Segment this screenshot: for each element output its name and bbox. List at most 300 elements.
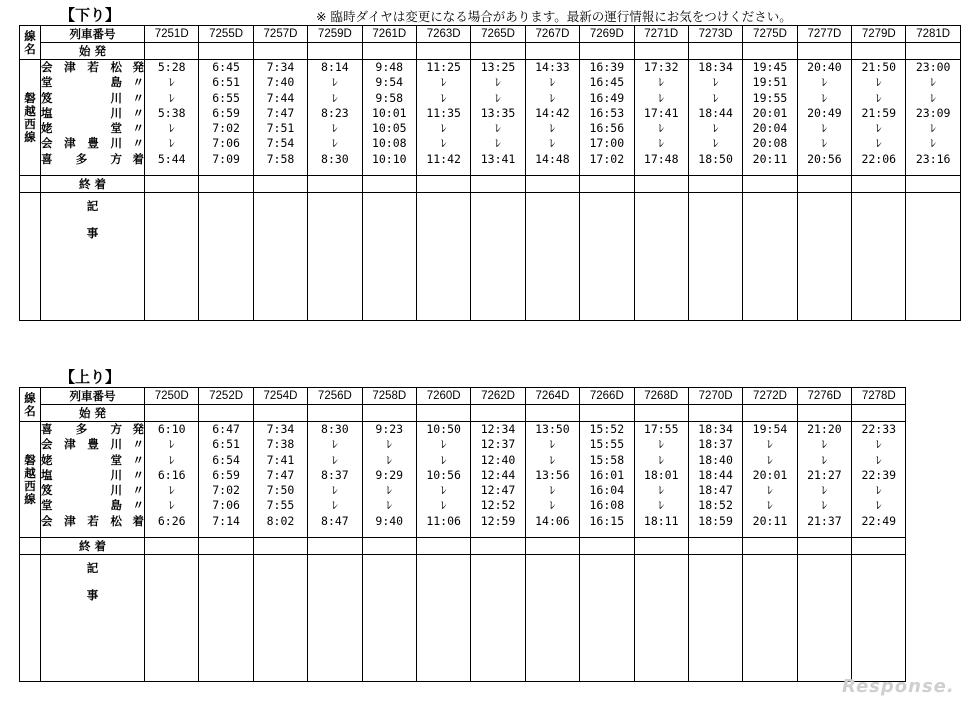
origin-cell	[797, 405, 851, 422]
time-value: ﾚ	[549, 437, 556, 452]
time-value: 20:49	[807, 105, 842, 120]
time-value: ﾚ	[549, 121, 556, 136]
time-value: ﾚ	[658, 452, 665, 467]
remarks-cell	[416, 555, 470, 682]
remarks-cell	[253, 555, 307, 682]
remarks-label: 記 事	[41, 555, 145, 682]
terminus-cell	[362, 176, 416, 193]
time-value: ﾚ	[168, 452, 175, 467]
terminus-cell	[525, 176, 579, 193]
station-name: 塩 川	[41, 467, 122, 482]
origin-cell	[852, 43, 906, 60]
terminus-cell	[253, 538, 307, 555]
time-value: ﾚ	[821, 121, 828, 136]
terminus-cell	[580, 176, 634, 193]
station-suffix: 発	[132, 422, 144, 436]
time-value: ﾚ	[168, 75, 175, 90]
station-suffix: 〃	[132, 483, 144, 498]
time-value: ﾚ	[331, 75, 338, 90]
time-value: ﾚ	[821, 452, 828, 467]
time-value: ﾚ	[658, 136, 665, 151]
time-value: 10:56	[426, 467, 461, 482]
time-value: 6:26	[157, 513, 186, 528]
terminus-cell	[906, 176, 960, 193]
time-value: 12:52	[480, 498, 516, 513]
time-value: 6:16	[157, 467, 186, 482]
time-value: 18:44	[698, 105, 733, 120]
train-number-header: 列車番号	[41, 26, 145, 43]
time-value: 20:40	[807, 60, 842, 74]
time-value: ﾚ	[549, 498, 556, 513]
train-number: 7272D	[743, 388, 797, 405]
train-number: 7256D	[308, 388, 362, 405]
up-timetable	[19, 387, 906, 682]
time-value: ﾚ	[440, 121, 447, 136]
remarks-cell	[199, 555, 253, 682]
remarks-cell	[308, 555, 362, 682]
train-number: 7266D	[580, 388, 634, 405]
train-times	[253, 60, 307, 176]
time-value: ﾚ	[331, 452, 338, 467]
remarks-cell	[525, 193, 579, 321]
time-value: 7:14	[212, 513, 240, 528]
station-row	[41, 468, 144, 483]
train-number: 7271D	[634, 26, 688, 43]
time-value: ﾚ	[331, 121, 338, 136]
remarks-cell	[906, 193, 960, 321]
down-section-title: 【下り】	[60, 6, 121, 24]
remarks-cell	[416, 193, 470, 321]
time-value: ﾚ	[821, 437, 828, 452]
origin-cell	[525, 405, 579, 422]
remarks-cell	[852, 193, 906, 321]
remarks-cell	[743, 555, 797, 682]
train-times	[145, 60, 199, 176]
time-value: 9:54	[375, 75, 404, 90]
station-name: 姥 堂	[41, 452, 122, 467]
station-suffix: 〃	[132, 105, 144, 120]
time-value: 19:54	[752, 422, 788, 436]
time-value: ﾚ	[331, 498, 338, 513]
terminus-cell	[308, 176, 362, 193]
remarks-cell	[362, 555, 416, 682]
terminus-cell	[525, 538, 579, 555]
station-list	[41, 422, 145, 538]
origin-cell	[797, 43, 851, 60]
time-value: 18:40	[698, 452, 733, 467]
origin-cell	[688, 405, 742, 422]
station-name: 会 津 若 松	[41, 513, 122, 528]
remarks-cell	[688, 555, 742, 682]
train-times	[852, 60, 906, 176]
time-value: 15:58	[589, 452, 625, 467]
time-value: 17:32	[643, 60, 679, 74]
time-value: 7:41	[266, 452, 295, 467]
station-suffix: 〃	[132, 136, 144, 151]
origin-cell	[634, 43, 688, 60]
train-number: 7267D	[525, 26, 579, 43]
train-times	[525, 422, 579, 538]
terminus-cell	[852, 538, 906, 555]
origin-cell	[634, 405, 688, 422]
time-value: ﾚ	[875, 90, 882, 105]
time-value: 21:50	[861, 60, 897, 74]
time-value: ﾚ	[440, 437, 447, 452]
time-value: 16:56	[589, 121, 625, 136]
time-value: 23:09	[915, 105, 951, 120]
remarks-cell	[743, 193, 797, 321]
train-times	[145, 422, 199, 538]
time-value: ﾚ	[930, 90, 937, 105]
train-number: 7268D	[634, 388, 688, 405]
time-value: 13:50	[535, 422, 570, 436]
time-value: 19:51	[752, 75, 788, 90]
time-value: ﾚ	[821, 90, 828, 105]
time-value: ﾚ	[440, 452, 447, 467]
time-value: ﾚ	[168, 437, 175, 452]
remarks-cell	[797, 555, 851, 682]
time-value: 21:59	[861, 105, 897, 120]
train-number: 7262D	[471, 388, 525, 405]
time-value: ﾚ	[168, 90, 175, 105]
train-times	[743, 422, 797, 538]
remarks-cell	[525, 555, 579, 682]
time-value: ﾚ	[440, 136, 447, 151]
station-row	[41, 121, 144, 136]
train-number: 7277D	[797, 26, 851, 43]
time-value: 18:47	[698, 483, 733, 498]
time-value: 19:45	[752, 60, 788, 74]
time-value: ﾚ	[712, 75, 719, 90]
station-list	[41, 60, 145, 176]
time-value: 9:23	[375, 422, 404, 436]
time-value: ﾚ	[658, 498, 665, 513]
train-times	[743, 60, 797, 176]
time-value: 8:47	[321, 513, 349, 528]
time-value: ﾚ	[712, 121, 719, 136]
station-row	[41, 152, 144, 167]
origin-cell	[580, 405, 634, 422]
time-value: 9:58	[375, 90, 404, 105]
time-value: 8:23	[321, 105, 349, 120]
time-value: 18:34	[698, 60, 733, 74]
time-value: 12:34	[480, 422, 516, 436]
time-value: 16:15	[589, 513, 625, 528]
origin-cell	[308, 405, 362, 422]
time-value: 19:55	[752, 90, 788, 105]
train-number: 7251D	[145, 26, 199, 43]
time-value: 12:44	[480, 467, 516, 482]
time-value: 7:34	[266, 60, 295, 74]
time-value: ﾚ	[821, 483, 828, 498]
train-times	[471, 422, 525, 538]
time-value: ﾚ	[875, 498, 882, 513]
time-value: 21:37	[807, 513, 842, 528]
time-value: ﾚ	[168, 498, 175, 513]
remarks-cell	[471, 555, 525, 682]
time-value: 6:47	[212, 422, 240, 436]
terminus-cell	[199, 176, 253, 193]
time-value: ﾚ	[331, 136, 338, 151]
time-value: ﾚ	[712, 90, 719, 105]
time-value: 11:25	[426, 60, 461, 74]
station-suffix: 発	[132, 60, 144, 74]
station-suffix: 〃	[132, 90, 144, 105]
time-value: 12:47	[480, 483, 516, 498]
time-value: 7:47	[266, 467, 295, 482]
time-value: 18:34	[698, 422, 733, 436]
time-value: 16:53	[589, 105, 625, 120]
remarks-cell	[852, 555, 906, 682]
train-number: 7263D	[416, 26, 470, 43]
terminus-cell	[145, 538, 199, 555]
time-value: 7:40	[266, 75, 295, 90]
train-times	[308, 60, 362, 176]
train-number: 7273D	[688, 26, 742, 43]
time-value: ﾚ	[168, 121, 175, 136]
time-value: 7:34	[266, 422, 295, 436]
time-value: 6:10	[157, 422, 186, 436]
remarks-cell	[580, 555, 634, 682]
terminus-cell	[308, 538, 362, 555]
time-value: 23:00	[915, 60, 951, 74]
time-value: 7:02	[212, 483, 240, 498]
time-value: 17:48	[643, 151, 679, 166]
time-value: ﾚ	[821, 136, 828, 151]
time-value: 9:29	[375, 467, 404, 482]
line-header: 線 名	[20, 26, 41, 60]
train-times	[253, 422, 307, 538]
time-value: 7:44	[266, 90, 295, 105]
time-value: ﾚ	[767, 452, 773, 467]
terminus-cell	[852, 176, 906, 193]
train-times	[199, 422, 253, 538]
time-value: 17:00	[589, 136, 625, 151]
origin-cell	[362, 405, 416, 422]
time-value: 13:35	[480, 105, 516, 120]
time-value: 7:58	[266, 151, 295, 166]
time-value: 12:37	[480, 437, 516, 452]
time-value: 20:11	[752, 513, 788, 528]
time-value: 20:08	[752, 136, 788, 151]
time-value: ﾚ	[875, 452, 882, 467]
remarks-cell	[253, 193, 307, 321]
time-value: 13:25	[480, 60, 516, 74]
train-number: 7275D	[743, 26, 797, 43]
time-value: 11:06	[426, 513, 461, 528]
time-value: 10:01	[371, 105, 407, 120]
time-value: ﾚ	[658, 90, 665, 105]
remarks-cell	[580, 193, 634, 321]
time-value: ﾚ	[930, 136, 937, 151]
train-number: 7276D	[797, 388, 851, 405]
time-value: ﾚ	[168, 136, 175, 151]
time-value: 6:55	[212, 90, 240, 105]
train-number: 7259D	[308, 26, 362, 43]
train-times	[308, 422, 362, 538]
time-value: ﾚ	[495, 121, 501, 136]
train-number: 7279D	[852, 26, 906, 43]
time-value: 13:56	[535, 467, 570, 482]
remarks-cell	[362, 193, 416, 321]
origin-cell	[525, 43, 579, 60]
remarks-cell	[634, 555, 688, 682]
origin-cell	[743, 43, 797, 60]
time-value: ﾚ	[386, 483, 393, 498]
station-name: 笈 川	[41, 483, 122, 498]
train-times	[362, 422, 416, 538]
time-value: 20:01	[752, 105, 788, 120]
station-name: 喜 多 方	[41, 151, 122, 166]
time-value: 6:59	[212, 105, 240, 120]
train-times	[580, 60, 634, 176]
time-value: ﾚ	[331, 437, 338, 452]
terminus-cell	[634, 538, 688, 555]
time-value: 21:20	[807, 422, 842, 436]
time-value: ﾚ	[495, 90, 501, 105]
time-value: 21:27	[807, 467, 842, 482]
station-name: 堂 島	[41, 75, 122, 90]
time-value: 7:38	[266, 437, 295, 452]
time-value: 20:56	[807, 151, 842, 166]
train-times	[634, 422, 688, 538]
time-value: ﾚ	[875, 483, 882, 498]
remarks-cell	[797, 193, 851, 321]
time-value: ﾚ	[875, 437, 882, 452]
time-value: 18:44	[698, 467, 733, 482]
terminus-cell	[471, 176, 525, 193]
train-times	[797, 422, 851, 538]
time-value: 9:48	[375, 60, 404, 74]
train-number: 7257D	[253, 26, 307, 43]
remarks-cell	[145, 555, 199, 682]
time-value: 22:06	[861, 151, 897, 166]
train-times	[362, 60, 416, 176]
time-value: 18:01	[643, 467, 679, 482]
time-value: 23:16	[915, 151, 951, 166]
time-value: ﾚ	[549, 90, 556, 105]
time-value: 16:39	[589, 60, 625, 74]
time-value: ﾚ	[658, 437, 665, 452]
train-times	[688, 422, 742, 538]
time-value: 17:41	[643, 105, 679, 120]
terminus-cell	[797, 176, 851, 193]
time-value: ﾚ	[930, 121, 937, 136]
terminus-cell	[416, 538, 470, 555]
time-value: ﾚ	[386, 437, 393, 452]
train-times	[906, 60, 960, 176]
origin-cell	[199, 405, 253, 422]
remarks-cell	[634, 193, 688, 321]
train-times	[416, 422, 470, 538]
time-value: 18:52	[698, 498, 733, 513]
origin-cell	[688, 43, 742, 60]
time-value: ﾚ	[495, 136, 501, 151]
time-value: ﾚ	[821, 75, 828, 90]
train-times	[797, 60, 851, 176]
time-value: 22:33	[861, 422, 897, 436]
origin-cell	[253, 405, 307, 422]
train-number: 7265D	[471, 26, 525, 43]
origin-cell	[852, 405, 906, 422]
time-value: ﾚ	[821, 498, 828, 513]
train-number-header: 列車番号	[41, 388, 145, 405]
time-value: ﾚ	[549, 75, 556, 90]
time-value: 15:52	[589, 422, 625, 436]
time-value: 7:50	[266, 483, 295, 498]
time-value: ﾚ	[440, 483, 447, 498]
time-value: 17:55	[643, 422, 679, 436]
time-value: 12:40	[480, 452, 516, 467]
time-value: 16:08	[589, 498, 625, 513]
blank-cell	[20, 538, 41, 555]
station-name: 会 津 若 松	[41, 60, 122, 74]
train-number: 7252D	[199, 388, 253, 405]
time-value: 8:02	[266, 513, 295, 528]
time-value: ﾚ	[549, 136, 556, 151]
train-number: 7281D	[906, 26, 960, 43]
station-name: 笈 川	[41, 90, 122, 105]
station-name: 塩 川	[41, 105, 122, 120]
time-value: ﾚ	[331, 483, 338, 498]
origin-cell	[145, 405, 199, 422]
time-value: 13:41	[480, 151, 516, 166]
time-value: 18:37	[698, 437, 733, 452]
station-row	[41, 422, 144, 437]
line-name: 磐 越 西 線	[20, 60, 41, 176]
terminus-cell	[634, 176, 688, 193]
time-value: ﾚ	[658, 483, 665, 498]
station-suffix: 〃	[132, 467, 144, 482]
station-row	[41, 60, 144, 75]
time-value: 22:49	[861, 513, 897, 528]
time-value: 7:47	[266, 105, 295, 120]
train-times	[688, 60, 742, 176]
time-value: 6:45	[212, 60, 240, 74]
train-number: 7250D	[145, 388, 199, 405]
station-suffix: 着	[132, 151, 144, 166]
train-number: 7278D	[852, 388, 906, 405]
time-value: ﾚ	[875, 75, 882, 90]
down-timetable	[19, 25, 961, 321]
terminus-cell	[797, 538, 851, 555]
time-value: 8:37	[321, 467, 349, 482]
blank-cell	[20, 555, 41, 682]
train-number: 7261D	[362, 26, 416, 43]
station-row	[41, 437, 144, 452]
time-value: 6:59	[212, 467, 240, 482]
time-value: 7:06	[212, 498, 240, 513]
origin-label: 始 発	[41, 43, 145, 60]
station-row	[41, 498, 144, 513]
time-value: 17:02	[589, 151, 625, 166]
time-value: ﾚ	[549, 483, 556, 498]
time-value: ﾚ	[712, 136, 719, 151]
train-times	[199, 60, 253, 176]
time-value: 7:51	[266, 121, 295, 136]
time-value: 8:14	[321, 60, 349, 74]
origin-cell	[308, 43, 362, 60]
station-row	[41, 453, 144, 468]
time-value: ﾚ	[658, 121, 665, 136]
remarks-cell	[471, 193, 525, 321]
terminus-cell	[471, 538, 525, 555]
time-value: 14:06	[535, 513, 570, 528]
terminus-cell	[688, 538, 742, 555]
station-row	[41, 75, 144, 90]
station-row	[41, 483, 144, 498]
time-value: 18:59	[698, 513, 733, 528]
